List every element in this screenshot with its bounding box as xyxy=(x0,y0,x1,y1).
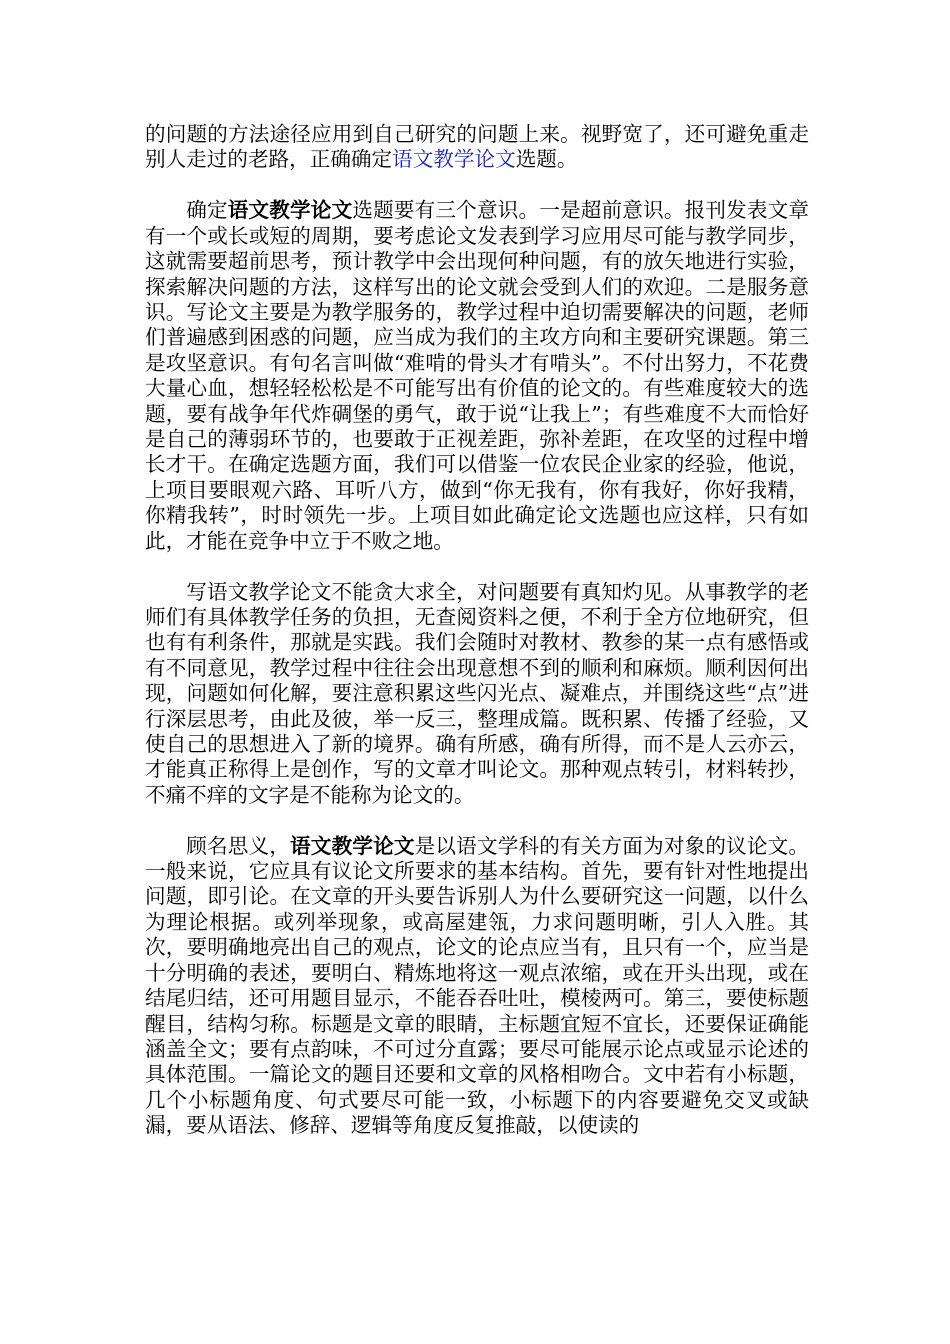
paragraph-2-text-start: 确定 xyxy=(186,198,228,223)
paragraph-1-text-start: 的问题的方法途径应用到自己研究的问题上来。视野宽了，还可避免重走别人走过的老路，正确确定 xyxy=(145,122,809,172)
paragraph-4-text-start: 顾名思义， xyxy=(186,833,291,858)
paragraph-1 xyxy=(145,122,809,173)
topic-link[interactable]: 语文教学论文 xyxy=(392,147,516,172)
document-page xyxy=(145,122,809,1164)
paragraph-2 xyxy=(145,198,809,554)
paragraph-4-text-end: 是以语文学科的有关方面为对象的议论文。一般来说，它应具有议论文所要求的基本结构。首先，要有针对性地提出问题，即引论。在文章的开头要告诉别人为什么要研究这一问题，以什么为理论根据。或列举现象，或高屋建瓴，力求问题明晰，引人入胜。其次，要明确地亮出自己的观点，论文的论点应当有，且只有一个，应当是十分明确的表述，要明白、精炼地将这一观点浓缩，或在开头出现，或在结尾归结，还可用题目显示，不能吞吞吐吐，模棱两可。第三，要使标题醒目，结构匀称。标题是文章的眼睛，主标题宜短不宜长，还要保证确能涵盖全文；要有点韵味，不可过分直露；要尽可能展示论点或显示论述的具体范围。一篇论文的题目还要和文章的风格相吻合。文中若有小标题，几个小标题角度、句式要尽可能一致，小标题下的内容要避免交叉或缺漏，要从语法、修辞、逻辑等角度反复推敲，以使读的 xyxy=(145,833,810,1138)
paragraph-3 xyxy=(145,580,809,809)
keyword-bold: 语文教学论文 xyxy=(227,198,353,223)
paragraph-4 xyxy=(145,834,809,1139)
paragraph-1-text-end: 选题。 xyxy=(515,147,578,172)
paragraph-2-text-end: 选题要有三个意识。一是超前意识。报刊发表文章有一个或长或短的周期，要考虑论文发表到学习应用尽可能与教学同步，这就需要超前思考，预计教学中会出现何种问题，有的放矢地进行实验，探索解决问题的方法，这样写出的论文就会受到人们的欢迎。二是服务意识。写论文主要是为教学服务的，教学过程中迫切需要解决的问题，老师们普遍感到困惑的问题，应当成为我们的主攻方向和主要研究课题。第三是攻坚意识。有句名言叫做“难啃的骨头才有啃头”。不付出努力，不花费大量心血，想轻轻松松是不可能写出有价值的论文的。有些难度较大的选题，要有战争年代炸碉堡的勇气，敢于说“让我上”；有些难度不大而恰好是自己的薄弱环节的，也要敢于正视差距，弥补差距，在攻坚的过程中增长才干。在确定选题方面，我们可以借鉴一位农民企业家的经验，他说，上项目要眼观六路、耳听八方，做到“你无我有，你有我好，你好我精，你精我转”，时时领先一步。上项目如此确定论文选题也应这样，只有如此，才能在竞争中立于不败之地。 xyxy=(145,198,810,553)
keyword-bold: 语文教学论文 xyxy=(290,833,415,858)
paragraph-3-text: 写语文教学论文不能贪大求全，对问题要有真知灼见。从事教学的老师们有具体教学任务的负担，无查阅资料之便，不利于全方位地研究，但也有有利条件，那就是实践。我们会随时对教材、教参的某一点有感悟或有不同意见，教学过程中往往会出现意想不到的顺利和麻烦。顺利因何出现，问题如何化解，要注意积累这些闪光点、凝难点，并围绕这些“点”进行深层思考，由此及彼，举一反三，整理成篇。既积累、传播了经验，又使自己的思想进入了新的境界。确有所感，确有所得，而不是人云亦云，才能真正称得上是创作，写的文章才叫论文。那种观点转引，材料转抄，不痛不痒的文字是不能称为论文的。 xyxy=(145,579,809,807)
